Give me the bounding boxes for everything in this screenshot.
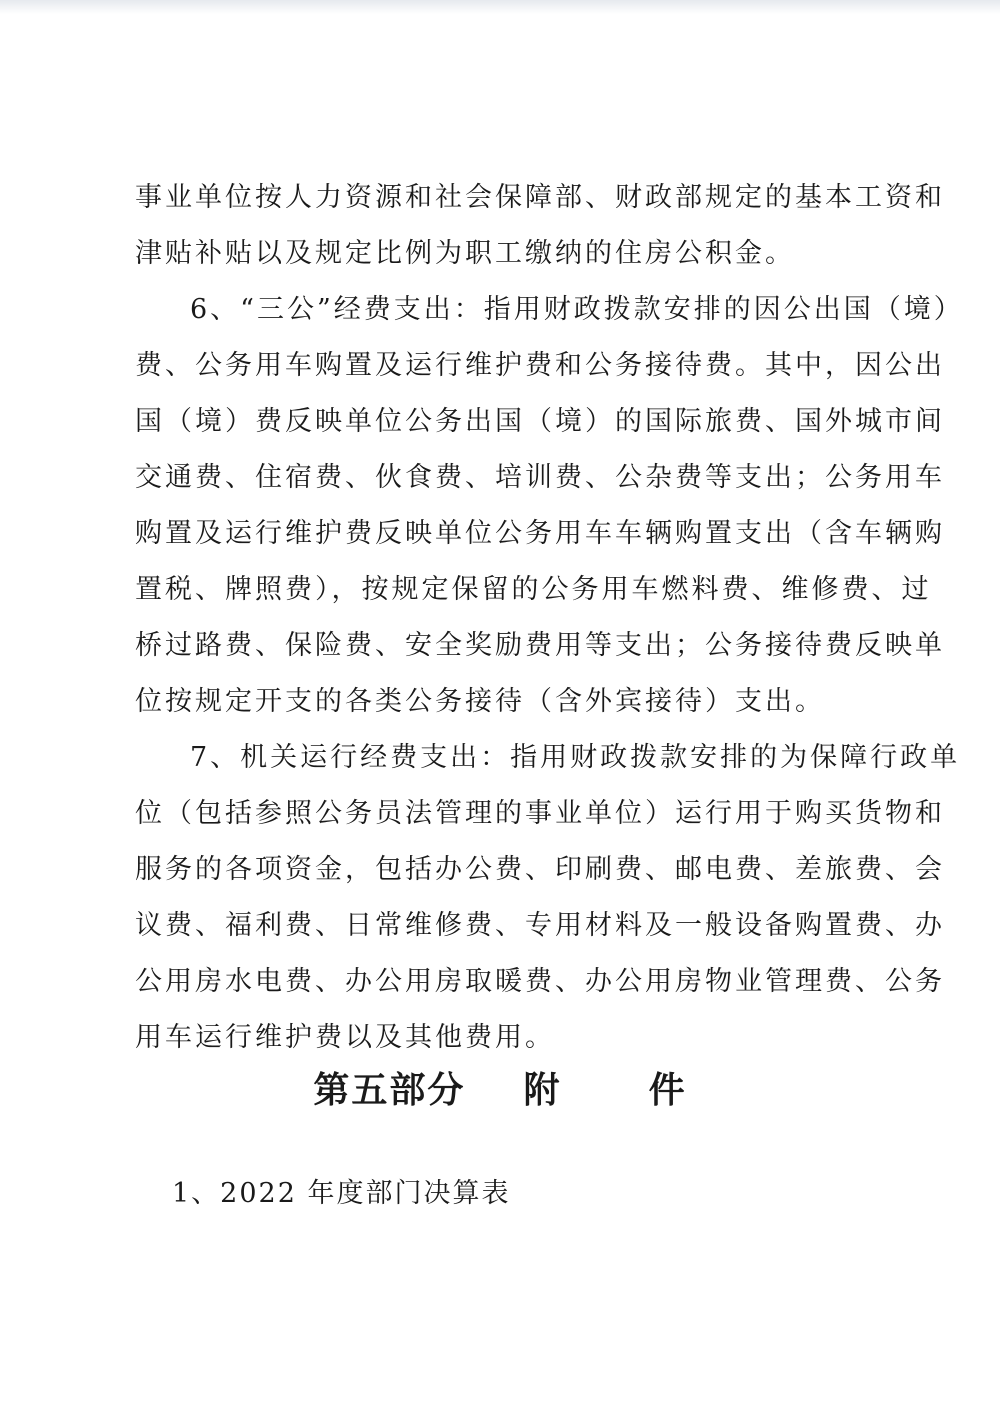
paragraph-line: 购置及运行维护费反映单位公务用车车辆购置支出（含车辆购 <box>135 518 945 549</box>
paragraph-line: 位（包括参照公务员法管理的事业单位）运行用于购买货物和 <box>135 798 945 829</box>
attachment-item: 1、2022 年度部门决算表 <box>172 1178 511 1209</box>
paragraph-line: 7、机关运行经费支出：指用财政拨款安排的为保障行政单 <box>190 742 961 773</box>
paragraph-line: 费、公务用车购置及运行维护费和公务接待费。其中，因公出 <box>135 350 945 381</box>
paragraph-line: 议费、福利费、日常维修费、专用材料及一般设备购置费、办 <box>135 910 945 941</box>
paragraph-line: 公用房水电费、办公用房取暖费、办公用房物业管理费、公务 <box>135 966 945 997</box>
paragraph-line: 用车运行维护费以及其他费用。 <box>135 1022 555 1053</box>
paragraph-line: 6、“三公”经费支出：指用财政拨款安排的因公出国（境） <box>190 294 964 325</box>
paragraph-line: 位按规定开支的各类公务接待（含外宾接待）支出。 <box>135 686 825 717</box>
section-title: 第五部分 附 件 <box>313 1069 687 1111</box>
scan-edge <box>0 0 1000 14</box>
paragraph-line: 置税、牌照费），按规定保留的公务用车燃料费、维修费、过 <box>135 574 932 605</box>
paragraph-line: 桥过路费、保险费、安全奖励费用等支出；公务接待费反映单 <box>135 630 945 661</box>
paragraph-line: 事业单位按人力资源和社会保障部、财政部规定的基本工资和 <box>135 182 945 213</box>
paragraph-line: 国（境）费反映单位公务出国（境）的国际旅费、国外城市间 <box>135 406 945 437</box>
paragraph-line: 交通费、住宿费、伙食费、培训费、公杂费等支出；公务用车 <box>135 462 945 493</box>
paragraph-line: 服务的各项资金，包括办公费、印刷费、邮电费、差旅费、会 <box>135 854 945 885</box>
paragraph-line: 津贴补贴以及规定比例为职工缴纳的住房公积金。 <box>135 238 795 269</box>
